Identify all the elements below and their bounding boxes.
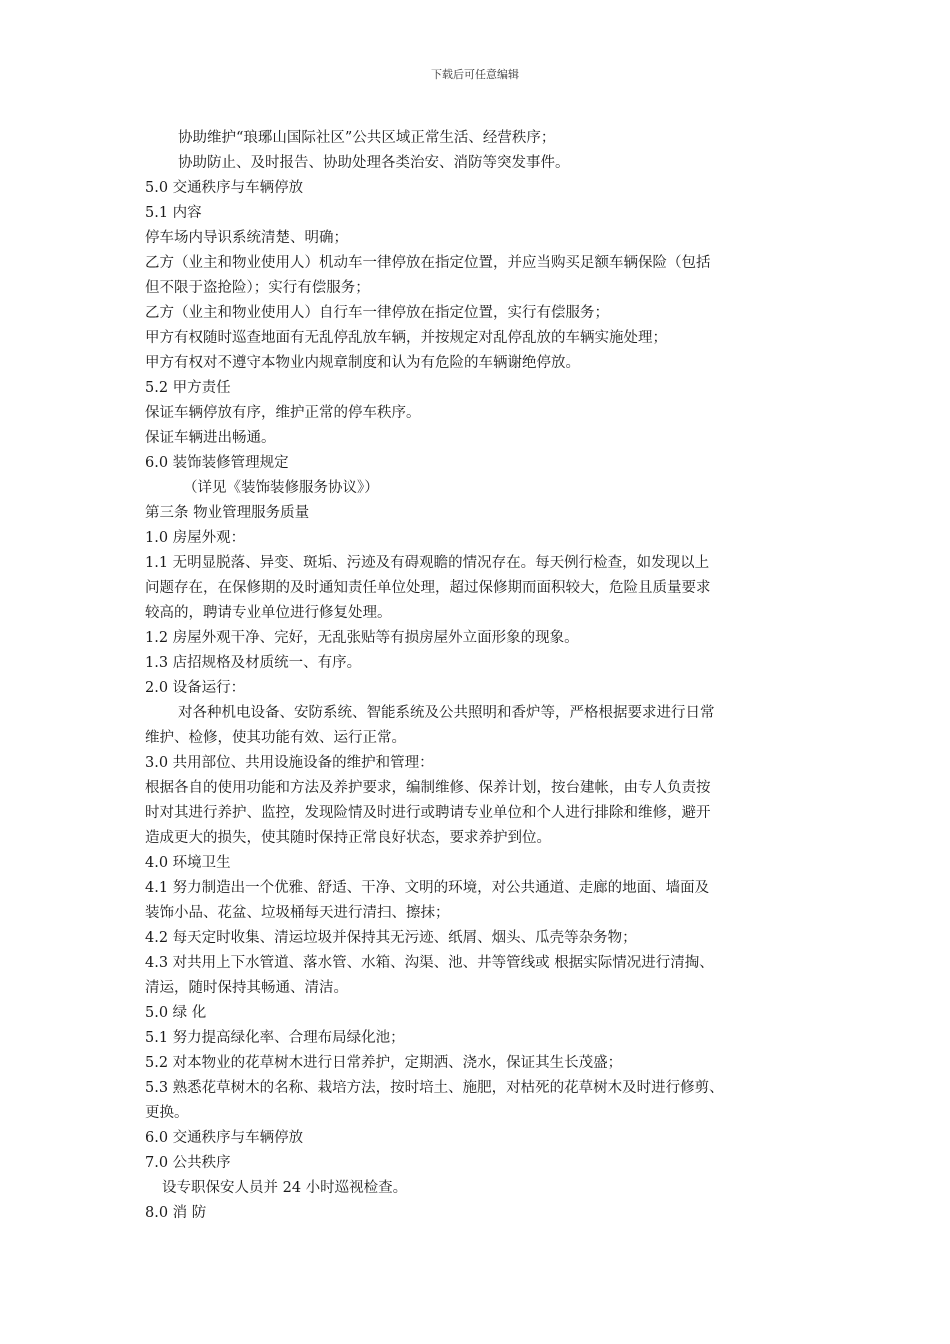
text-line: 5.1 内容 <box>145 205 202 221</box>
text-line: 乙方（业主和物业使用人）自行车一律停放在指定位置，实行有偿服务； <box>145 305 609 321</box>
text-line: 装饰小品、花盆、垃圾桶每天进行清扫、擦抹； <box>145 905 450 921</box>
text-line: 保证车辆进出畅通。 <box>145 430 276 446</box>
text-line: 5.0 绿 化 <box>145 1005 207 1021</box>
text-line: 4.0 环境卫生 <box>145 855 231 871</box>
text-line: 时对其进行养护、监控，发现险情及时进行或聘请专业单位和个人进行排除和维修，避开 <box>145 805 711 821</box>
text-line: 8.0 消 防 <box>145 1205 207 1221</box>
text-line: 7.0 公共秩序 <box>145 1155 231 1171</box>
text-line: 第三条 物业管理服务质量 <box>145 505 310 521</box>
text-line: 设专职保安人员并 24 小时巡视检查。 <box>162 1180 408 1196</box>
text-line: 5.2 对本物业的花草树木进行日常养护，定期洒、浇水，保证其生长茂盛； <box>145 1055 623 1071</box>
text-line: 协助维护“琅琊山国际社区”公共区域正常生活、经营秩序； <box>178 130 556 146</box>
text-line: 6.0 交通秩序与车辆停放 <box>145 1130 304 1146</box>
text-line: 协助防止、及时报告、协助处理各类治安、消防等突发事件。 <box>178 155 570 171</box>
text-line: 甲方有权对不遵守本物业内规章制度和认为有危险的车辆谢绝停放。 <box>145 355 580 371</box>
text-line: 1.3 店招规格及材质统一、有序。 <box>145 655 362 671</box>
text-line: 4.2 每天定时收集、清运垃圾并保持其无污迹、纸屑、烟头、瓜壳等杂务物； <box>145 930 637 946</box>
text-line: 1.1 无明显脱落、异变、斑垢、污迹及有碍观瞻的情况存在。每天例行检查，如发现以上 <box>145 555 710 571</box>
text-line: 5.1 努力提高绿化率、合理布局绿化池； <box>145 1030 405 1046</box>
text-line: 停车场内导识系统清楚、明确； <box>145 230 348 246</box>
text-line: 5.0 交通秩序与车辆停放 <box>145 180 304 196</box>
text-line: （详见《装饰装修服务协议》） <box>183 480 379 496</box>
text-line: 5.2 甲方责任 <box>145 380 231 396</box>
page-header: 下载后可任意编辑 <box>431 68 519 81</box>
text-line: 问题存在，在保修期的及时通知责任单位处理，超过保修期而面积较大，危险且质量要求 <box>145 580 711 596</box>
text-line: 较高的，聘请专业单位进行修复处理。 <box>145 605 392 621</box>
text-line: 2.0 设备运行： <box>145 680 246 696</box>
text-line: 维护、检修，使其功能有效、运行正常。 <box>145 730 406 746</box>
text-line: 3.0 共用部位、共用设施设备的维护和管理： <box>145 755 434 771</box>
text-line: 清运，随时保持其畅通、清洁。 <box>145 980 348 996</box>
text-line: 保证车辆停放有序，维护正常的停车秩序。 <box>145 405 421 421</box>
text-line: 5.3 熟悉花草树木的名称、栽培方法，按时培土、施肥，对枯死的花草树木及时进行修剪、 <box>145 1080 724 1096</box>
text-line: 6.0 装饰装修管理规定 <box>145 455 289 471</box>
text-line: 4.1 努力制造出一个优雅、舒适、干净、文明的环境，对公共通道、走廊的地面、墙面及 <box>145 880 710 896</box>
text-line: 更换。 <box>145 1105 189 1121</box>
text-line: 根据各自的使用功能和方法及养护要求，编制维修、保养计划，按台建帐，由专人负责按 <box>145 780 711 796</box>
text-line: 4.3 对共用上下水管道、落水管、水箱、沟渠、池、井等管线或 根据实际情况进行清掏、 <box>145 955 714 971</box>
text-line: 1.0 房屋外观： <box>145 530 246 546</box>
text-line: 造成更大的损失，使其随时保持正常良好状态，要求养护到位。 <box>145 830 551 846</box>
text-line: 乙方（业主和物业使用人）机动车一律停放在指定位置，并应当购买足额车辆保险（包括 <box>145 255 711 271</box>
text-line: 1.2 房屋外观干净、完好，无乱张贴等有损房屋外立面形象的现象。 <box>145 630 579 646</box>
text-line: 甲方有权随时巡查地面有无乱停乱放车辆，并按规定对乱停乱放的车辆实施处理； <box>145 330 667 346</box>
document-body <box>145 126 820 1226</box>
text-line: 对各种机电设备、安防系统、智能系统及公共照明和香炉等，严格根据要求进行日常 <box>178 705 715 721</box>
text-line: 但不限于盗抢险）；实行有偿服务； <box>145 280 370 296</box>
